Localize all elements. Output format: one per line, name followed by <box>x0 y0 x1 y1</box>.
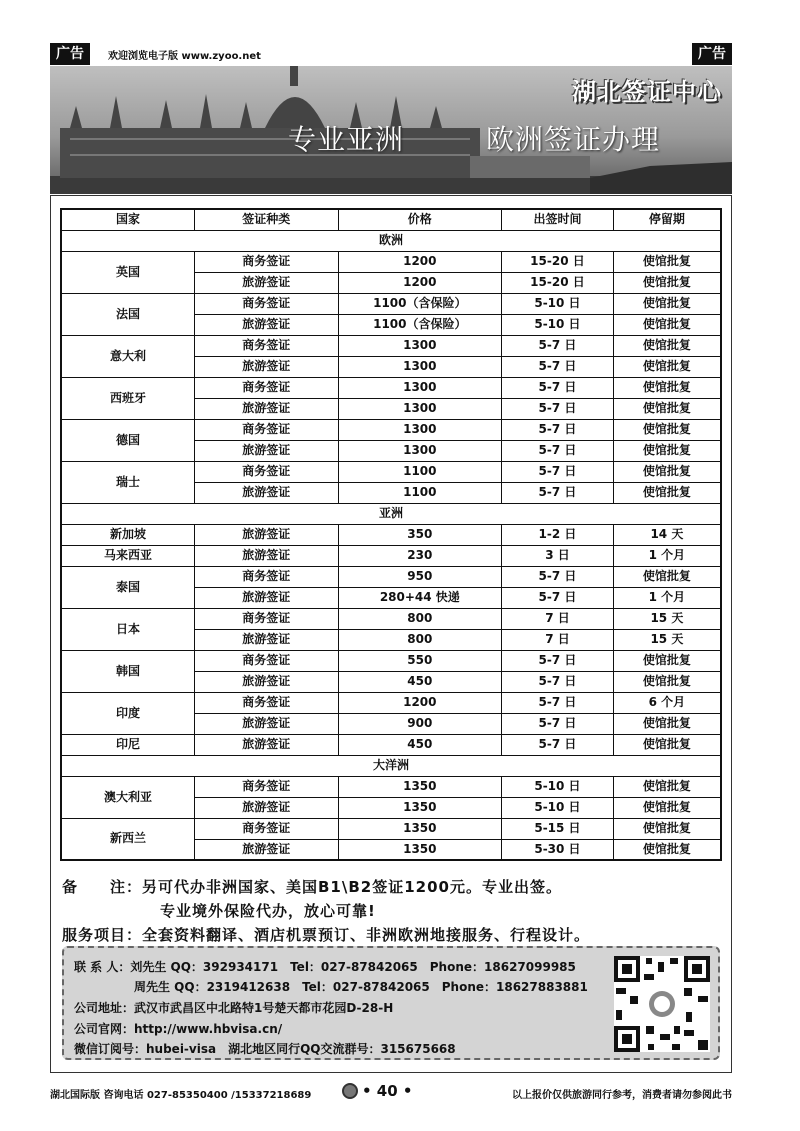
price-cell: 900 <box>338 713 502 734</box>
header-visa-type: 签证种类 <box>195 209 338 230</box>
processing-time-cell: 5-7 日 <box>502 587 614 608</box>
ad-tag-left: 广告 <box>50 43 90 65</box>
stay-period-cell: 使馆批复 <box>613 818 721 839</box>
visa-type-cell: 商务签证 <box>195 818 338 839</box>
stay-period-cell: 使馆批复 <box>613 566 721 587</box>
footer <box>50 1084 732 1102</box>
country-name: 新西兰 <box>61 818 195 860</box>
table-row <box>61 545 721 566</box>
note-remark: 备 注：另可代办非洲国家、美国B1\B2签证1200元。专业出签。 <box>62 878 562 896</box>
visa-type-cell: 旅游签证 <box>195 356 338 377</box>
table-row <box>61 377 721 398</box>
table-row <box>61 776 721 797</box>
price-cell: 1300 <box>338 377 502 398</box>
country-name: 西班牙 <box>61 377 195 419</box>
visa-type-cell: 旅游签证 <box>195 671 338 692</box>
table-row <box>61 335 721 356</box>
country-name: 印度 <box>61 692 195 734</box>
visa-type-cell: 旅游签证 <box>195 314 338 335</box>
banner-title: 湖北签证中心 <box>572 78 722 106</box>
price-cell: 350 <box>338 524 502 545</box>
region-row <box>61 230 721 251</box>
welcome-text: 欢迎浏览电子版 www.zyoo.net <box>108 51 261 62</box>
processing-time-cell: 5-7 日 <box>502 671 614 692</box>
visa-type-cell: 旅游签证 <box>195 713 338 734</box>
stay-period-cell: 使馆批复 <box>613 356 721 377</box>
processing-time-cell: 5-15 日 <box>502 818 614 839</box>
price-cell: 800 <box>338 629 502 650</box>
visa-type-cell: 商务签证 <box>195 608 338 629</box>
processing-time-cell: 5-7 日 <box>502 398 614 419</box>
stay-period-cell: 1 个月 <box>613 545 721 566</box>
stay-period-cell: 使馆批复 <box>613 839 721 860</box>
processing-time-cell: 5-7 日 <box>502 356 614 377</box>
qr-code-icon <box>614 956 710 1052</box>
price-cell: 1100（含保险） <box>338 293 502 314</box>
banner-slogan-europe: 欧洲签证办理 <box>486 123 661 156</box>
processing-time-cell: 15-20 日 <box>502 251 614 272</box>
stay-period-cell: 使馆批复 <box>613 272 721 293</box>
visa-type-cell: 商务签证 <box>195 461 338 482</box>
footer-disclaimer: 以上报价仅供旅游同行参考，消费者请勿参阅此书 <box>512 1090 732 1101</box>
stay-period-cell: 使馆批复 <box>613 398 721 419</box>
price-cell: 280+44 快递 <box>338 587 502 608</box>
visa-type-cell: 商务签证 <box>195 566 338 587</box>
stay-period-cell: 使馆批复 <box>613 776 721 797</box>
processing-time-cell: 5-7 日 <box>502 713 614 734</box>
stay-period-cell: 15 天 <box>613 608 721 629</box>
stay-period-cell: 使馆批复 <box>613 335 721 356</box>
country-name: 日本 <box>61 608 195 650</box>
stay-period-cell: 1 个月 <box>613 587 721 608</box>
price-cell: 1100 <box>338 482 502 503</box>
stay-period-cell: 6 个月 <box>613 692 721 713</box>
table-row <box>61 524 721 545</box>
table-row <box>61 566 721 587</box>
visa-type-cell: 旅游签证 <box>195 398 338 419</box>
region-name: 欧洲 <box>61 230 721 251</box>
stay-period-cell: 使馆批复 <box>613 440 721 461</box>
processing-time-cell: 5-10 日 <box>502 797 614 818</box>
processing-time-cell: 5-7 日 <box>502 566 614 587</box>
visa-type-cell: 商务签证 <box>195 377 338 398</box>
header-stay-period: 停留期 <box>613 209 721 230</box>
processing-time-cell: 15-20 日 <box>502 272 614 293</box>
stay-period-cell: 15 天 <box>613 629 721 650</box>
note-insurance: 专业境外保险代办，放心可靠! <box>160 902 376 920</box>
header-price: 价格 <box>338 209 502 230</box>
price-cell: 1300 <box>338 419 502 440</box>
footer-hotline: 湖北国际版 咨询电话 027-85350400 /15337218689 <box>50 1090 312 1101</box>
country-name: 瑞士 <box>61 461 195 503</box>
price-cell: 230 <box>338 545 502 566</box>
visa-type-cell: 旅游签证 <box>195 839 338 860</box>
contact-zhou: 周先生 QQ：2319412638 Tel：027-87842065 Phone：18627883881 <box>74 980 588 994</box>
processing-time-cell: 1-2 日 <box>502 524 614 545</box>
processing-time-cell: 5-7 日 <box>502 482 614 503</box>
table-row <box>61 650 721 671</box>
stay-period-cell: 使馆批复 <box>613 419 721 440</box>
visa-type-cell: 商务签证 <box>195 776 338 797</box>
table-row <box>61 608 721 629</box>
stay-period-cell: 使馆批复 <box>613 671 721 692</box>
region-name: 亚洲 <box>61 503 721 524</box>
processing-time-cell: 5-7 日 <box>502 335 614 356</box>
country-name: 韩国 <box>61 650 195 692</box>
stay-period-cell: 使馆批复 <box>613 314 721 335</box>
processing-time-cell: 5-7 日 <box>502 440 614 461</box>
processing-time-cell: 7 日 <box>502 608 614 629</box>
region-name: 大洋洲 <box>61 755 721 776</box>
stay-period-cell: 使馆批复 <box>613 377 721 398</box>
table-row <box>61 293 721 314</box>
price-cell: 450 <box>338 671 502 692</box>
contact-box <box>62 946 720 1060</box>
price-cell: 1200 <box>338 272 502 293</box>
price-cell: 800 <box>338 608 502 629</box>
page-number-text: • 40 • <box>362 1082 413 1100</box>
contact-liu: 联 系 人：刘先生 QQ：392934171 Tel：027-87842065 Phone：18627099985 <box>74 960 576 974</box>
ad-tag-right: 广告 <box>692 43 732 65</box>
country-name: 马来西亚 <box>61 545 195 566</box>
stay-period-cell: 使馆批复 <box>613 251 721 272</box>
visa-type-cell: 旅游签证 <box>195 629 338 650</box>
table-header-row <box>61 209 721 230</box>
price-cell: 1100（含保险） <box>338 314 502 335</box>
country-name: 印尼 <box>61 734 195 755</box>
publication-logo-icon <box>342 1083 358 1099</box>
processing-time-cell: 5-10 日 <box>502 293 614 314</box>
note-services: 服务项目：全套资料翻译、酒店机票预订、非洲欧洲地接服务、行程设计。 <box>62 926 591 944</box>
visa-type-cell: 商务签证 <box>195 419 338 440</box>
stay-period-cell: 使馆批复 <box>613 293 721 314</box>
price-cell: 450 <box>338 734 502 755</box>
visa-type-cell: 商务签证 <box>195 650 338 671</box>
visa-type-cell: 旅游签证 <box>195 482 338 503</box>
price-cell: 1350 <box>338 776 502 797</box>
banner <box>50 66 732 194</box>
visa-type-cell: 旅游签证 <box>195 797 338 818</box>
visa-type-cell: 商务签证 <box>195 692 338 713</box>
price-cell: 1300 <box>338 356 502 377</box>
stay-period-cell: 使馆批复 <box>613 482 721 503</box>
stay-period-cell: 使馆批复 <box>613 461 721 482</box>
visa-type-cell: 旅游签证 <box>195 440 338 461</box>
country-name: 泰国 <box>61 566 195 608</box>
visa-type-cell: 商务签证 <box>195 251 338 272</box>
visa-type-cell: 旅游签证 <box>195 545 338 566</box>
banner-slogan-asia: 专业亚洲 <box>288 123 405 156</box>
region-row <box>61 755 721 776</box>
price-cell: 1300 <box>338 440 502 461</box>
price-cell: 1350 <box>338 797 502 818</box>
stay-period-cell: 14 天 <box>613 524 721 545</box>
processing-time-cell: 5-7 日 <box>502 419 614 440</box>
price-cell: 1350 <box>338 839 502 860</box>
price-cell: 550 <box>338 650 502 671</box>
processing-time-cell: 3 日 <box>502 545 614 566</box>
price-cell: 950 <box>338 566 502 587</box>
processing-time-cell: 5-7 日 <box>502 377 614 398</box>
processing-time-cell: 5-7 日 <box>502 692 614 713</box>
country-name: 新加坡 <box>61 524 195 545</box>
processing-time-cell: 5-7 日 <box>502 734 614 755</box>
top-bar <box>50 43 732 65</box>
visa-type-cell: 旅游签证 <box>195 524 338 545</box>
table-row <box>61 419 721 440</box>
price-cell: 1100 <box>338 461 502 482</box>
processing-time-cell: 5-10 日 <box>502 776 614 797</box>
page-number <box>342 1082 413 1100</box>
table-row <box>61 818 721 839</box>
header-country: 国家 <box>61 209 195 230</box>
table-row <box>61 692 721 713</box>
country-name: 法国 <box>61 293 195 335</box>
price-cell: 1300 <box>338 398 502 419</box>
header-processing-time: 出签时间 <box>502 209 614 230</box>
visa-type-cell: 旅游签证 <box>195 734 338 755</box>
company-website[interactable]: 公司官网：http://www.hbvisa.cn/ <box>74 1022 283 1036</box>
processing-time-cell: 5-7 日 <box>502 650 614 671</box>
visa-type-cell: 商务签证 <box>195 335 338 356</box>
table-row <box>61 461 721 482</box>
price-cell: 1200 <box>338 251 502 272</box>
wechat-account: 微信订阅号：hubei-visa 湖北地区同行QQ交流群号：315675668 <box>74 1042 456 1056</box>
price-cell: 1300 <box>338 335 502 356</box>
table-row <box>61 251 721 272</box>
processing-time-cell: 5-7 日 <box>502 461 614 482</box>
visa-type-cell: 旅游签证 <box>195 272 338 293</box>
country-name: 英国 <box>61 251 195 293</box>
stay-period-cell: 使馆批复 <box>613 797 721 818</box>
price-cell: 1200 <box>338 692 502 713</box>
table-row <box>61 734 721 755</box>
country-name: 意大利 <box>61 335 195 377</box>
processing-time-cell: 7 日 <box>502 629 614 650</box>
region-row <box>61 503 721 524</box>
processing-time-cell: 5-10 日 <box>502 314 614 335</box>
visa-type-cell: 商务签证 <box>195 293 338 314</box>
processing-time-cell: 5-30 日 <box>502 839 614 860</box>
visa-type-cell: 旅游签证 <box>195 587 338 608</box>
stay-period-cell: 使馆批复 <box>613 734 721 755</box>
stay-period-cell: 使馆批复 <box>613 713 721 734</box>
stay-period-cell: 使馆批复 <box>613 650 721 671</box>
price-cell: 1350 <box>338 818 502 839</box>
company-address: 公司地址：武汉市武昌区中北路特1号楚天都市花园D-28-H <box>74 1001 394 1015</box>
country-name: 德国 <box>61 419 195 461</box>
country-name: 澳大利亚 <box>61 776 195 818</box>
visa-price-table <box>60 208 722 861</box>
table-body <box>61 230 721 860</box>
